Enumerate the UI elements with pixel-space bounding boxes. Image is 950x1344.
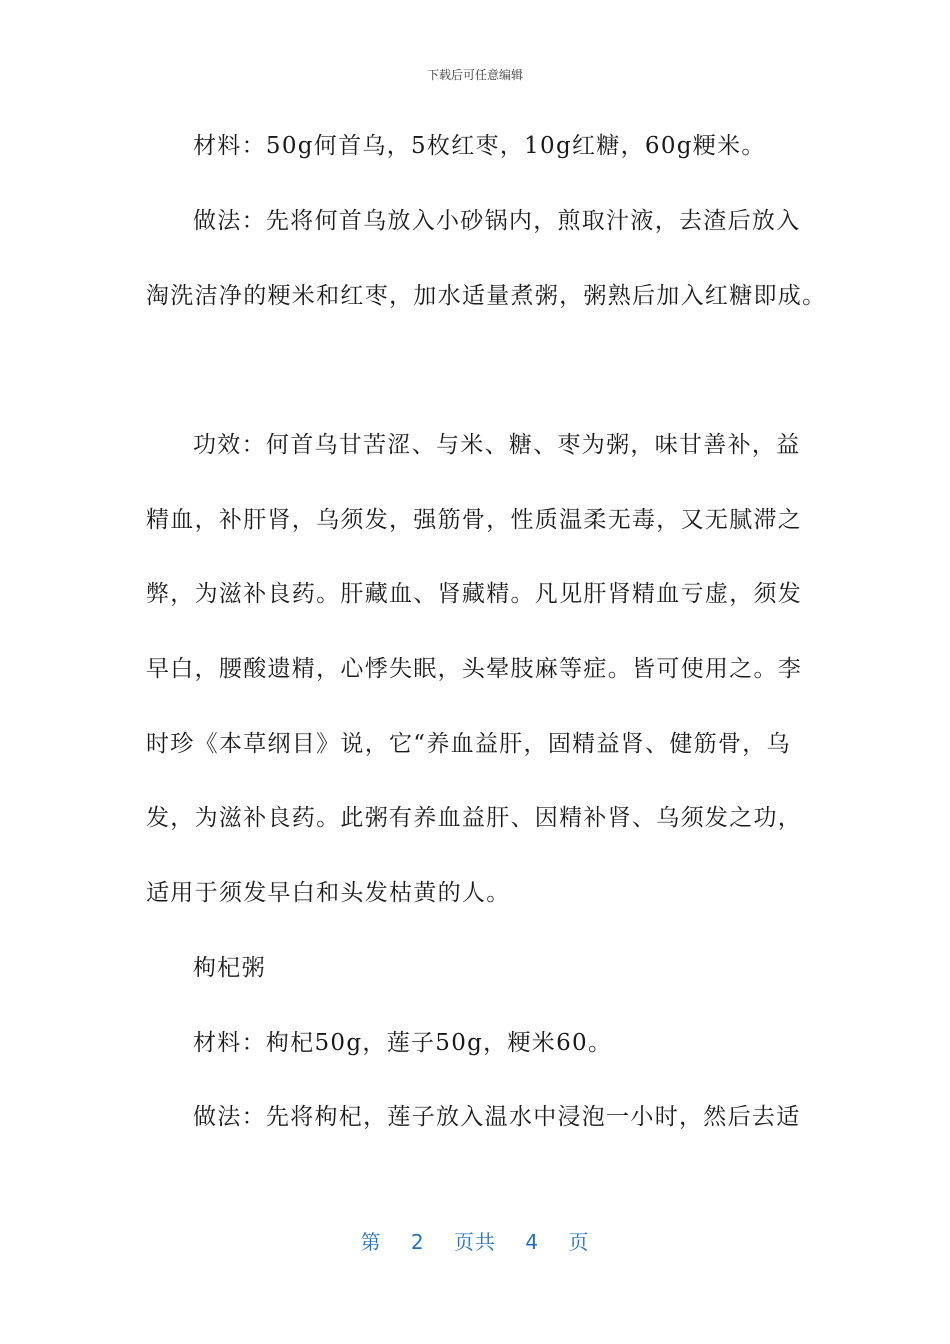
footer-page-mid: 页共 xyxy=(454,1230,496,1254)
paragraph-line: 做法：先将枸杞，莲子放入温水中浸泡一小时，然后去适 xyxy=(193,1104,801,1130)
paragraph-line: 功效：何首乌甘苦涩、与米、糖、枣为粥，味甘善补，益 xyxy=(193,432,801,458)
paragraph-line: 材料：枸杞50g，莲子50g，粳米60。 xyxy=(193,1030,613,1056)
paragraph-line: 淘洗洁净的粳米和红枣，加水适量煮粥，粥熟后加入红糖即成。 xyxy=(146,283,827,309)
paragraph-line: 材料：50g何首乌，5枚红枣，10g红糖，60g粳米。 xyxy=(193,133,766,159)
footer-total-pages: 4 xyxy=(525,1230,540,1254)
paragraph-line: 弊，为滋补良药。肝藏血、肾藏精。凡见肝肾精血亏虚，须发 xyxy=(146,581,803,607)
footer-page-label: 第 xyxy=(360,1230,382,1254)
paragraph-line: 发，为滋补良药。此粥有养血益肝、因精补肾、乌须发之功， xyxy=(146,805,803,831)
paragraph-line: 早白，腰酸遗精，心悸失眠，头晕肢麻等症。皆可使用之。李 xyxy=(146,656,803,682)
paragraph-line: 适用于须发早白和头发枯黄的人。 xyxy=(146,880,511,906)
section-heading: 枸杞粥 xyxy=(193,955,266,981)
page-header: 下载后可任意编辑 xyxy=(426,68,523,82)
footer-page-number: 2 xyxy=(410,1230,425,1254)
footer-page-end: 页 xyxy=(568,1230,590,1254)
page-footer xyxy=(0,1226,950,1255)
paragraph-line: 做法：先将何首乌放入小砂锅内，煎取汁液，去渣后放入 xyxy=(193,208,801,234)
paragraph-line: 精血，补肝肾，乌须发，强筋骨，性质温柔无毒，又无腻滞之 xyxy=(146,507,803,533)
paragraph-line: 时珍《本草纲目》说，它“养血益肝，固精益肾、健筋骨，乌 xyxy=(146,731,791,757)
